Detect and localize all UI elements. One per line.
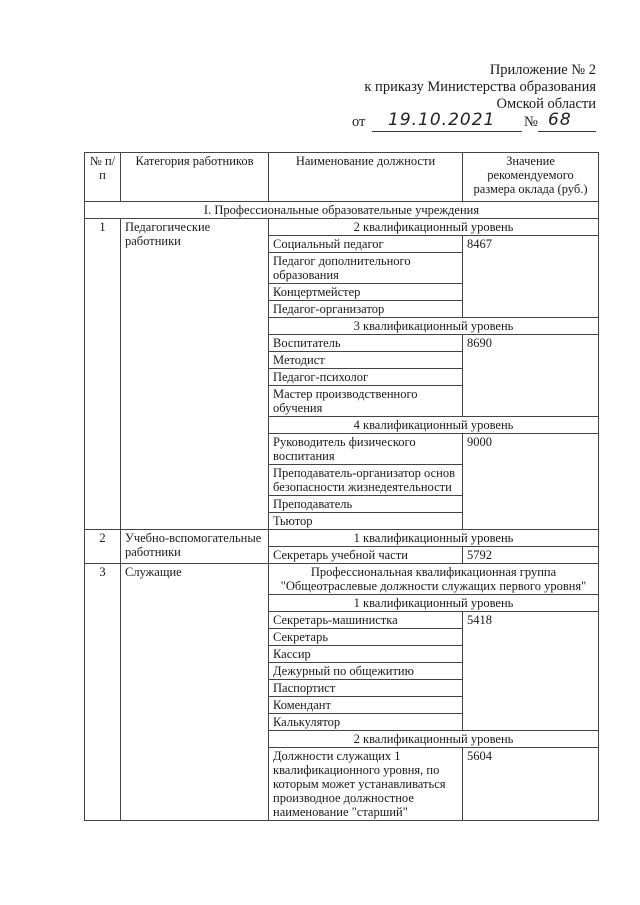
salary-value: 5792 <box>463 547 599 564</box>
salary-value: 8690 <box>463 335 599 417</box>
position-name: Кассир <box>269 646 463 663</box>
section-row <box>85 202 599 219</box>
qualification-level: 2 квалификационный уровень <box>269 731 599 748</box>
salary-value: 5418 <box>463 612 599 731</box>
group-number: 3 <box>85 564 121 821</box>
number-label: № <box>524 114 538 130</box>
position-name: Секретарь <box>269 629 463 646</box>
position-name: Калькулятор <box>269 714 463 731</box>
order-reference: к приказу Министерства образования <box>364 79 596 95</box>
position-name: Концертмейстер <box>269 284 463 301</box>
col-header-position: Наименование должности <box>269 153 463 202</box>
appendix-title: Приложение № 2 <box>489 62 596 78</box>
document-header <box>364 62 596 113</box>
group-number: 1 <box>85 219 121 530</box>
qualification-level: 1 квалификационный уровень <box>269 530 599 547</box>
col-header-category: Категория работников <box>121 153 269 202</box>
position-name: Педагог-организатор <box>269 301 463 318</box>
position-name: Комендант <box>269 697 463 714</box>
position-name: Паспортист <box>269 680 463 697</box>
position-name: Методист <box>269 352 463 369</box>
position-name: Социальный педагог <box>269 236 463 253</box>
position-name: Руководитель физического воспитания <box>269 434 463 465</box>
position-name: Секретарь-машинистка <box>269 612 463 629</box>
salary-value: 9000 <box>463 434 599 530</box>
qualification-group-title: Профессиональная квалификационная группа "Общеотраслевые должности служащих первого уровня" <box>269 564 599 595</box>
position-name: Должности служащих 1 квалификационного уровня, по которым может устанавливаться производное должностное наименование "старший" <box>269 748 463 821</box>
group-title-row <box>85 564 599 595</box>
salary-value: 8467 <box>463 236 599 318</box>
level-title-row <box>85 219 599 236</box>
date-underline <box>372 131 522 132</box>
group-category: Служащие <box>121 564 269 821</box>
position-name: Педагог дополнительного образования <box>269 253 463 284</box>
qualification-level: 4 квалификационный уровень <box>269 417 599 434</box>
position-name: Преподаватель-организатор основ безопасности жизнедеятельности <box>269 465 463 496</box>
qualification-level: 1 квалификационный уровень <box>269 595 599 612</box>
group-number: 2 <box>85 530 121 564</box>
group-category: Педагогические работники <box>121 219 269 530</box>
qualification-level: 2 квалификационный уровень <box>269 219 599 236</box>
salary-value: 5604 <box>463 748 599 821</box>
section-title: I. Профессиональные образовательные учреждения <box>85 202 599 219</box>
col-header-num: № п/п <box>85 153 121 202</box>
position-name: Воспитатель <box>269 335 463 352</box>
position-name: Секретарь учебной части <box>269 547 463 564</box>
number-underline <box>538 131 596 132</box>
group-category: Учебно-вспомогательные работники <box>121 530 269 564</box>
qualification-level: 3 квалификационный уровень <box>269 318 599 335</box>
salary-table <box>84 152 599 821</box>
col-header-salary: Значение рекомендуемого размера оклада (руб.) <box>463 153 599 202</box>
position-name: Тьютор <box>269 513 463 530</box>
position-name: Дежурный по общежитию <box>269 663 463 680</box>
position-name: Педагог-психолог <box>269 369 463 386</box>
from-label: от <box>352 114 366 130</box>
order-date: 19.10.2021 <box>388 110 496 130</box>
region-name: Омской области <box>496 96 596 112</box>
table-header-row <box>85 153 599 202</box>
position-name: Мастер производственного обучения <box>269 386 463 417</box>
level-title-row <box>85 530 599 547</box>
position-name: Преподаватель <box>269 496 463 513</box>
order-number: 68 <box>548 110 572 130</box>
